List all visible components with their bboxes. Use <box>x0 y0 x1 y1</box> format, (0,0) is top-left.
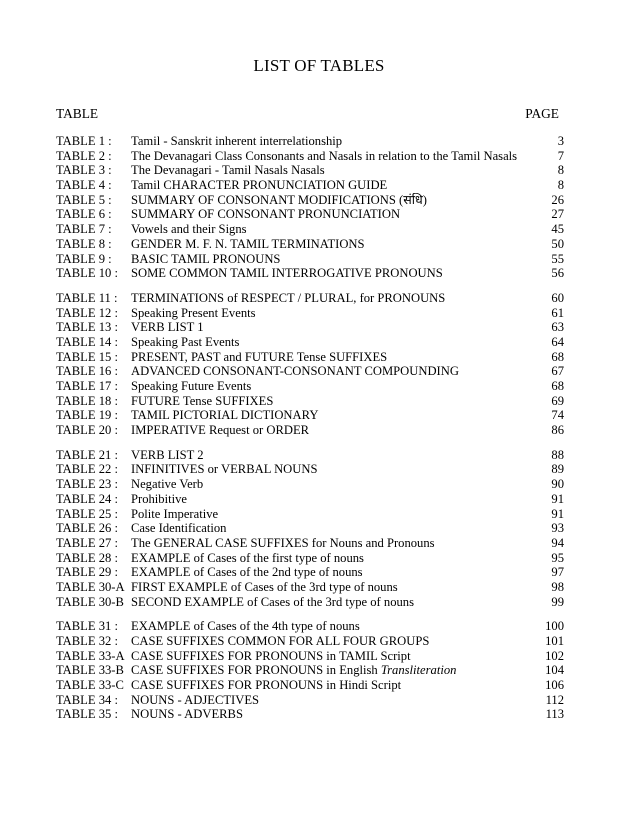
page-number: 55 <box>551 251 564 266</box>
table-description <box>131 193 540 208</box>
table-description <box>131 462 540 477</box>
page-number: 89 <box>551 462 564 477</box>
table-description <box>131 291 540 306</box>
table-description-text: Prohibitive <box>131 491 187 506</box>
table-number: TABLE 30-A <box>56 579 125 594</box>
table-description <box>131 477 540 492</box>
table-number: TABLE 9 : <box>56 251 112 266</box>
table-description-text: The Devanagari Class Consonants and Nasals in relation to the Tamil Nasals <box>131 148 518 163</box>
page-number: 27 <box>551 207 564 222</box>
page-number: 106 <box>545 678 564 693</box>
page-number: 3 <box>557 134 564 148</box>
list-item <box>56 252 564 267</box>
page-number: 91 <box>551 506 564 521</box>
table-number: TABLE 16 : <box>56 364 118 379</box>
list-item <box>56 134 564 149</box>
table-description-text: TERMINATIONS of RESPECT / PLURAL, for PRONOUNS <box>131 290 446 305</box>
page-number: 99 <box>551 594 564 609</box>
table-description <box>131 408 540 423</box>
table-description-text: Polite Imperative <box>131 506 219 521</box>
table-description-text: PRESENT, PAST and FUTURE Tense SUFFIXES <box>131 349 388 364</box>
page-number: 74 <box>551 408 564 423</box>
table-description-text: FIRST EXAMPLE of Cases of the 3rd type of nouns <box>131 579 398 594</box>
list-item <box>56 350 564 365</box>
table-description <box>131 595 540 610</box>
table-description-text: Case Identification <box>131 521 227 536</box>
list-item <box>56 163 564 178</box>
page-number: 63 <box>551 320 564 335</box>
page-number: 91 <box>551 491 564 506</box>
table-description-text: ADVANCED CONSONANT-CONSONANT COMPOUNDING <box>131 364 459 379</box>
table-number: TABLE 35 : <box>56 707 118 722</box>
list-item <box>56 634 564 649</box>
table-description <box>131 222 540 237</box>
table-number: TABLE 28 : <box>56 550 118 565</box>
list-item <box>56 448 564 463</box>
page-number: 95 <box>551 550 564 565</box>
page-number: 8 <box>557 163 564 178</box>
table-number: TABLE 1 : <box>56 134 112 148</box>
table-description <box>131 149 540 164</box>
table-number: TABLE 12 : <box>56 305 118 320</box>
list-item <box>56 379 564 394</box>
table-group <box>56 134 564 281</box>
table-number: TABLE 34 : <box>56 692 118 707</box>
table-description-text: EXAMPLE of Cases of the 2nd type of nouns <box>131 565 363 580</box>
page-column-label: PAGE <box>525 106 559 121</box>
list-item <box>56 320 564 335</box>
list-item <box>56 565 564 580</box>
table-description-text: CASE SUFFIXES FOR PRONOUNS in Hindi Script <box>131 678 402 693</box>
table-description <box>131 492 540 507</box>
table-number: TABLE 33-A <box>56 648 125 663</box>
table-description <box>131 634 540 649</box>
table-description-text: Speaking Past Events <box>131 334 240 349</box>
list-item <box>56 237 564 252</box>
table-description-text: TAMIL PICTORIAL DICTIONARY <box>131 408 319 423</box>
table-description-text: CASE SUFFIXES FOR PRONOUNS in English <box>131 663 381 678</box>
page-number: 113 <box>545 707 564 722</box>
table-description <box>131 364 540 379</box>
page-number: 94 <box>551 535 564 550</box>
table-number: TABLE 33-C <box>56 678 124 693</box>
table-description-text: NOUNS - ADJECTIVES <box>131 692 260 707</box>
list-item <box>56 595 564 610</box>
list-item <box>56 207 564 222</box>
table-group <box>56 448 564 610</box>
table-number: TABLE 8 : <box>56 236 112 251</box>
table-description-text: SOME COMMON TAMIL INTERROGATIVE PRONOUNS <box>131 266 443 281</box>
list-item <box>56 707 564 722</box>
page-number: 61 <box>551 305 564 320</box>
table-description-text: GENDER M. F. N. TAMIL TERMINATIONS <box>131 236 365 251</box>
table-number: TABLE 10 : <box>56 266 118 281</box>
list-item <box>56 408 564 423</box>
table-number: TABLE 23 : <box>56 477 118 492</box>
table-description-text: EXAMPLE of Cases of the 4th type of nouns <box>131 619 360 634</box>
table-description-text: Vowels and their Signs <box>131 222 247 237</box>
table-description-text: Speaking Future Events <box>131 379 252 393</box>
list-item <box>56 193 564 208</box>
list-item <box>56 507 564 522</box>
list-item <box>56 306 564 321</box>
table-number: TABLE 25 : <box>56 506 118 521</box>
page-number: 50 <box>551 236 564 251</box>
table-description <box>131 565 540 580</box>
table-description-text: The Devanagari - Tamil Nasals Nasals <box>131 163 325 178</box>
table-number: TABLE 30-B <box>56 594 124 609</box>
page-title: LIST OF TABLES <box>253 56 385 75</box>
table-description <box>131 580 540 595</box>
table-number: TABLE 29 : <box>56 565 118 580</box>
table-description <box>131 649 540 664</box>
table-description-text: BASIC TAMIL PRONOUNS <box>131 251 281 266</box>
table-number: TABLE 22 : <box>56 462 118 477</box>
table-description-text: SUMMARY OF CONSONANT PRONUNCIATION <box>131 207 401 222</box>
table-description <box>131 521 540 536</box>
page-number: 104 <box>545 663 564 678</box>
list-item <box>56 492 564 507</box>
table-description-text: INFINITIVES or VERBAL NOUNS <box>131 462 318 477</box>
table-description <box>131 335 540 350</box>
table-group <box>56 291 564 438</box>
page-number: 45 <box>551 222 564 237</box>
table-number: TABLE 7 : <box>56 222 112 237</box>
page-number: 26 <box>551 192 564 207</box>
table-number: TABLE 11 : <box>56 290 118 305</box>
table-number: TABLE 20 : <box>56 423 118 438</box>
table-number: TABLE 19 : <box>56 408 118 423</box>
table-number: TABLE 2 : <box>56 148 112 163</box>
list-item <box>56 291 564 306</box>
table-description <box>131 448 540 463</box>
list-item <box>56 649 564 664</box>
page-number: 68 <box>551 349 564 364</box>
table-description <box>131 536 540 551</box>
table-description-text: EXAMPLE of Cases of the first type of nouns <box>131 550 364 565</box>
table-description <box>131 507 540 522</box>
table-description <box>131 423 540 438</box>
list-item <box>56 178 564 193</box>
table-description-text: SUMMARY OF CONSONANT MODIFICATIONS (संधि) <box>131 192 427 207</box>
list-item <box>56 477 564 492</box>
list-item <box>56 580 564 595</box>
table-description <box>131 237 540 252</box>
table-description <box>131 306 540 321</box>
table-description-text: Tamil CHARACTER PRONUNCIATION GUIDE <box>131 178 388 193</box>
page-number: 112 <box>545 692 564 707</box>
table-description-text: VERB LIST 2 <box>131 447 204 462</box>
list-item <box>56 423 564 438</box>
table-description <box>131 207 540 222</box>
table-number: TABLE 13 : <box>56 320 118 335</box>
table-number: TABLE 32 : <box>56 634 118 648</box>
table-description-text: SECOND EXAMPLE of Cases of the 3rd type of nouns <box>131 594 414 609</box>
list-item <box>56 364 564 379</box>
table-column-label: TABLE <box>56 106 99 121</box>
list-item <box>56 521 564 536</box>
table-number: TABLE 26 : <box>56 521 118 536</box>
page-number: 93 <box>551 521 564 536</box>
table-description <box>131 134 540 149</box>
page-number: 64 <box>551 334 564 349</box>
page-number: 101 <box>545 634 564 648</box>
page-number: 60 <box>551 290 564 305</box>
table-description-text: CASE SUFFIXES COMMON FOR ALL FOUR GROUPS <box>131 634 430 648</box>
list-item <box>56 678 564 693</box>
list-item <box>56 663 564 678</box>
table-description <box>131 350 540 365</box>
table-description <box>131 394 540 409</box>
table-group <box>56 619 564 722</box>
table-number: TABLE 4 : <box>56 178 112 193</box>
table-number: TABLE 14 : <box>56 334 118 349</box>
page-number: 68 <box>551 379 564 393</box>
table-description <box>131 379 540 394</box>
page-number: 7 <box>557 148 564 163</box>
table-description-text: FUTURE Tense SUFFIXES <box>131 393 274 408</box>
table-number: TABLE 15 : <box>56 349 118 364</box>
table-description <box>131 707 540 722</box>
page-number: 8 <box>557 178 564 193</box>
table-description-text: Speaking Present Events <box>131 305 256 320</box>
table-number: TABLE 33-B <box>56 663 124 678</box>
table-number: TABLE 31 : <box>56 619 118 634</box>
table-number: TABLE 18 : <box>56 393 118 408</box>
list-item <box>56 222 564 237</box>
table-description-text: NOUNS - ADVERBS <box>131 707 243 722</box>
table-number: TABLE 21 : <box>56 447 118 462</box>
table-description <box>131 663 540 678</box>
list-item <box>56 551 564 566</box>
list-item <box>56 335 564 350</box>
table-description-text: VERB LIST 1 <box>131 320 204 335</box>
table-number: TABLE 3 : <box>56 163 112 178</box>
list-item <box>56 619 564 634</box>
page-number: 67 <box>551 364 564 379</box>
page-number: 90 <box>551 477 564 492</box>
table-description <box>131 551 540 566</box>
list-item <box>56 536 564 551</box>
table-description <box>131 619 540 634</box>
table-number: TABLE 5 : <box>56 192 112 207</box>
table-description <box>131 320 540 335</box>
page-number: 88 <box>551 447 564 462</box>
list-item <box>56 266 564 281</box>
table-description <box>131 163 540 178</box>
table-description <box>131 252 540 267</box>
list-item <box>56 693 564 708</box>
table-description-text: IMPERATIVE Request or ORDER <box>131 423 310 438</box>
table-number: TABLE 27 : <box>56 535 118 550</box>
table-description <box>131 178 540 193</box>
table-list <box>56 134 564 732</box>
table-description <box>131 678 540 693</box>
table-description-text: CASE SUFFIXES FOR PRONOUNS in TAMIL Script <box>131 648 411 663</box>
list-item <box>56 462 564 477</box>
page-number: 56 <box>551 266 564 281</box>
page-number: 102 <box>545 648 564 663</box>
list-item <box>56 149 564 164</box>
table-description-text: Tamil - Sanskrit inherent interrelationship <box>131 134 343 148</box>
list-item <box>56 394 564 409</box>
table-description <box>131 693 540 708</box>
table-number: TABLE 24 : <box>56 491 118 506</box>
table-description <box>131 266 540 281</box>
table-description-italic: Transliteration <box>380 663 457 678</box>
page-number: 69 <box>551 393 564 408</box>
page-number: 100 <box>545 619 564 634</box>
table-number: TABLE 6 : <box>56 207 112 222</box>
table-number: TABLE 17 : <box>56 379 118 393</box>
table-description-text: Negative Verb <box>131 477 204 492</box>
page-number: 97 <box>551 565 564 580</box>
page-number: 86 <box>551 423 564 438</box>
page-number: 98 <box>551 579 564 594</box>
column-header <box>56 106 559 122</box>
table-description-text: The GENERAL CASE SUFFIXES for Nouns and Pronouns <box>131 535 435 550</box>
